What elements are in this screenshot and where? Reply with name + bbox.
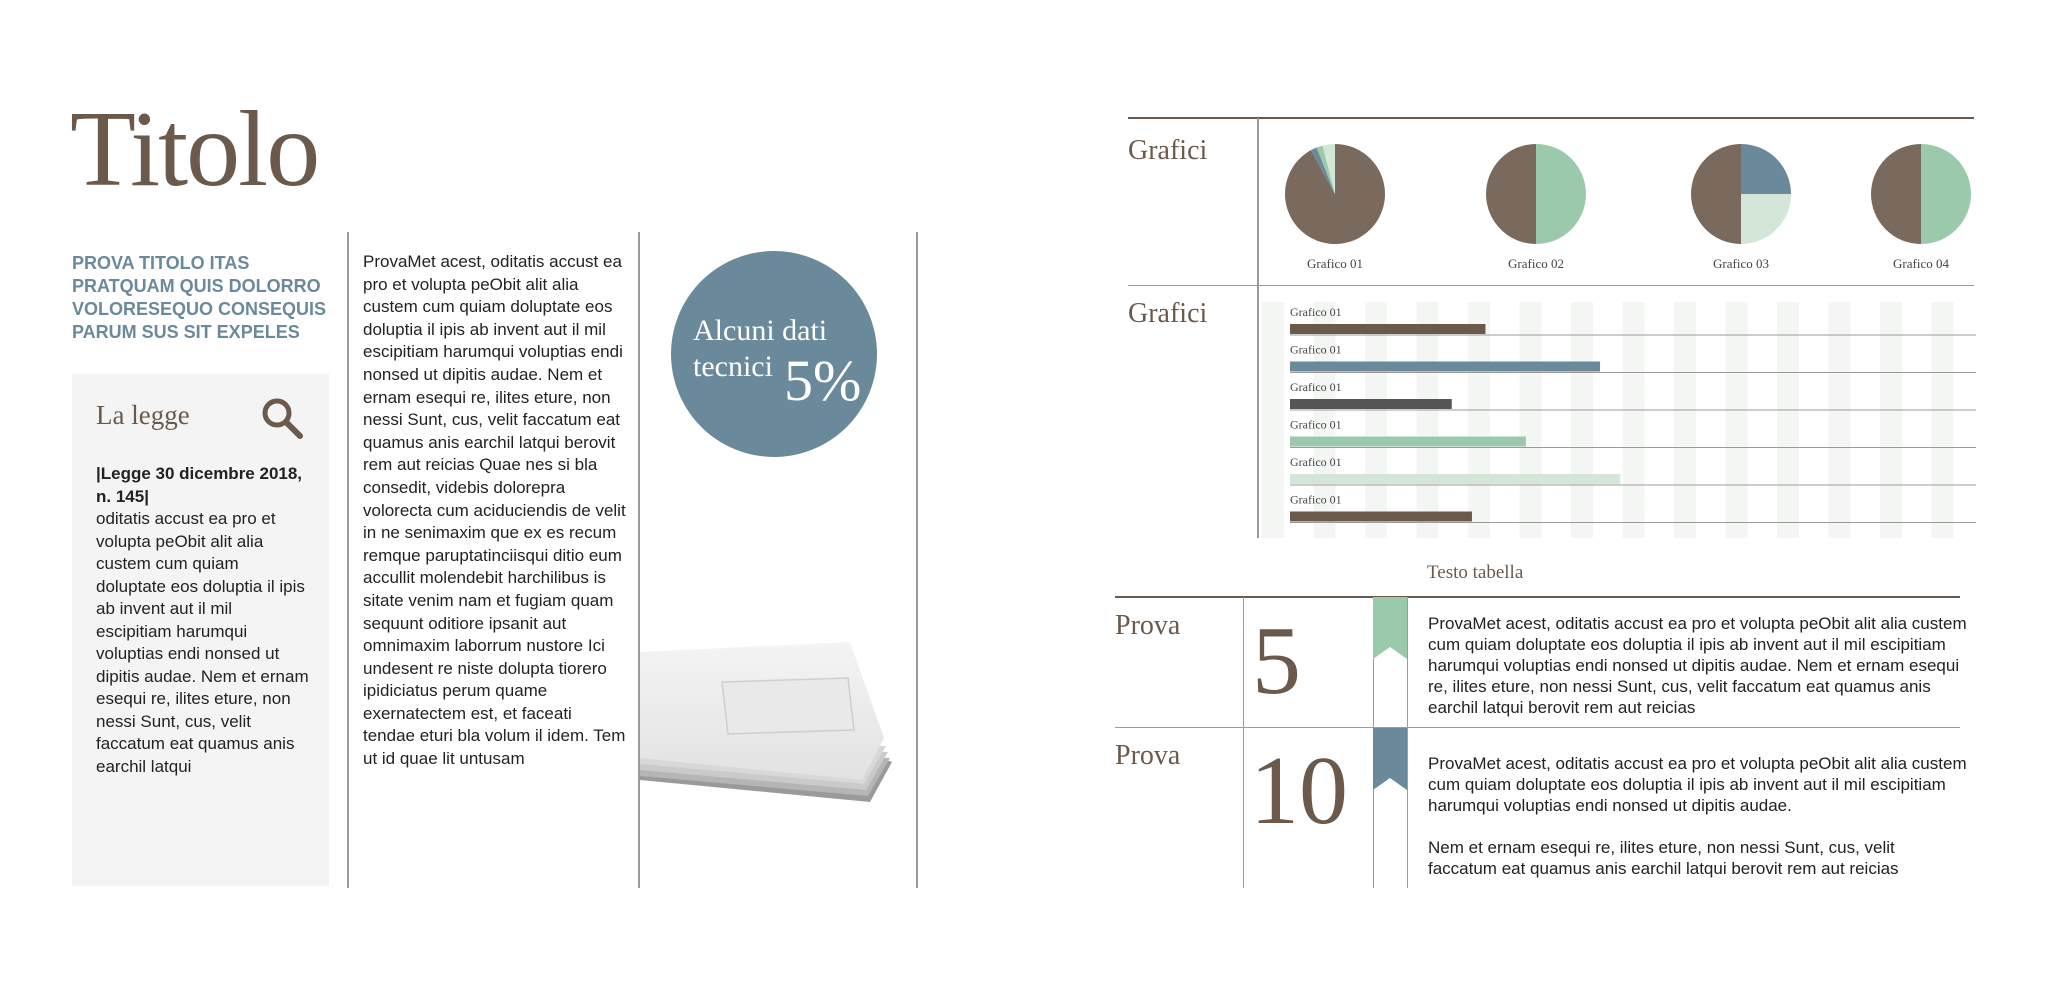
highlight-text-line1: Alcuni dati [693, 314, 828, 347]
pie-label: Grafico 02 [1508, 256, 1564, 271]
grid-stripe [1777, 302, 1799, 538]
pie-label: Grafico 01 [1307, 256, 1363, 271]
bar-label: Grafico 01 [1290, 417, 1342, 432]
row-accent-ribbon [1373, 728, 1407, 858]
table-row-text: ProvaMet acest, oditatis accust ea pro et volupta peObit alit alia custem cum quiam doluptate eos doluptia il ipis ab invent aut il mil escipitiam harumqui voluptias endi nonsed ut dipitis audae. [1428, 754, 1967, 815]
bar-label: Grafico 01 [1290, 492, 1342, 507]
column-divider [916, 232, 918, 888]
bar [1290, 437, 1526, 447]
grid-stripe [1829, 302, 1851, 538]
legge-title: La legge [96, 400, 190, 430]
column-body-text: ProvaMet acest, oditatis accust ea pro et volupta peObit alit alia custem cum quiam doluptate eos doluptia il ipis ab invent aut il mil escipitiam harumqui voluptias endi nonsed ut dipitis audae. Nem et ernam esequi re, ilites eture, non nessi Sunt, cus, velit faccatum eat quamus anis earchil latqui berovit rem aut reicias Quae nes si bla consedit, videbis dolorepra volorecta cum aciduciendis de velit in ne senimaxim que ex es recum remque paruptatinciisqui ditio eum accullit molendebit harchilibus is sitate venim nam et fugiam quam sequunt oditiore ipsanit aut omnimaxim laborrum nustore Ici undesent re niste dolupta tiorero ipidiciatus perum quame exernatectem est, et faceati tendae eturi bla volum il idem. Tem ut id quae lit untusam [363, 252, 626, 769]
table-title: Testo tabella [1427, 562, 1524, 583]
table-row-text-2: Nem et ernam esequi re, ilites eture, non nessi Sunt, cus, velit faccatum eat quamus anis earchil latqui berovit rem aut reicias [1428, 838, 1899, 878]
pies-section-label: Grafici [1128, 135, 1208, 166]
table-row-text: ProvaMet acest, oditatis accust ea pro et volupta peObit alit alia custem cum quiam doluptate eos doluptia il ipis ab invent aut il mil escipitiam harumqui voluptias endi nonsed ut dipitis audae. Nem et ernam esequi re, ilites eture, non nessi Sunt, cus, velit faccatum eat quamus anis earchil latqui berovit rem aut reicias [1428, 614, 1967, 717]
grid-stripe [1262, 302, 1284, 538]
grid-stripe [1623, 302, 1645, 538]
column-divider [347, 232, 349, 888]
grid-stripe [1520, 302, 1542, 538]
grid-stripe [1571, 302, 1593, 538]
section-rule [1128, 285, 1974, 286]
grid-stripe [1726, 302, 1748, 538]
highlight-value: 5% [784, 348, 862, 413]
table-row-label: Prova [1115, 610, 1181, 641]
bar [1290, 512, 1472, 522]
bar-label: Grafico 01 [1290, 455, 1342, 469]
grid-stripe [1932, 302, 1954, 538]
table-divider [1407, 597, 1408, 888]
grid-stripe [1880, 302, 1902, 538]
search-icon[interactable] [260, 396, 306, 442]
table-row-rule [1115, 727, 1960, 728]
envelopes-image [640, 630, 900, 820]
pie-slice [1921, 144, 1971, 244]
pie-slice [1486, 144, 1536, 244]
page-title: Titolo [70, 90, 319, 209]
grid-stripe [1417, 302, 1439, 538]
page-subtitle: PROVA TITOLO ITAS PRATQUAM QUIS DOLORRO VOLORESEQUO CONSEQUIS PARUM SUS SIT EXPELES [72, 253, 327, 342]
table-divider [1243, 597, 1244, 888]
pie-slice [1741, 194, 1791, 244]
bar-chart [1260, 298, 1976, 538]
bars-section-label: Grafici [1128, 298, 1208, 329]
pie-slice [1741, 144, 1791, 194]
pie-label: Grafico 03 [1713, 256, 1769, 271]
section-rule [1128, 117, 1974, 119]
grid-stripe [1674, 302, 1696, 538]
grid-stripe [1468, 302, 1490, 538]
grid-stripe [1365, 302, 1387, 538]
legge-law-reference: |Legge 30 dicembre 2018, n. 145| [96, 464, 303, 506]
bar-label: Grafico 01 [1290, 380, 1342, 394]
pie-slice [1871, 144, 1921, 244]
table-row-label: Prova [1115, 740, 1181, 771]
table-row-number: 10 [1250, 737, 1348, 845]
bar [1290, 399, 1452, 409]
pie-slice [1691, 144, 1741, 244]
table-top-rule [1115, 596, 1960, 598]
highlight-text-line2: tecnici [693, 350, 773, 383]
highlight-circle [671, 251, 877, 457]
bar-label: Grafico 01 [1290, 305, 1342, 319]
pie-charts [1260, 130, 1990, 280]
legge-body-text: oditatis accust ea pro et volupta peObit alit alia custem cum quiam doluptate eos doluptia il ipis ab invent aut il mil escipitiam harumqui voluptias endi nonsed ut dipitis audae. Nem et ernam esequi re, ilites eture, non nessi Sunt, cus, velit faccatum eat quamus anis earchil latqui [96, 509, 309, 776]
charts-divider [1257, 118, 1259, 538]
legge-sidebar-box [72, 374, 329, 886]
table-row-number: 5 [1252, 607, 1301, 715]
pie-label: Grafico 04 [1893, 256, 1949, 271]
bar [1290, 324, 1485, 334]
bar [1290, 362, 1600, 372]
bar-label: Grafico 01 [1290, 342, 1342, 357]
pie-slice [1536, 144, 1586, 244]
bar [1290, 474, 1620, 484]
row-accent-ribbon [1373, 597, 1407, 727]
